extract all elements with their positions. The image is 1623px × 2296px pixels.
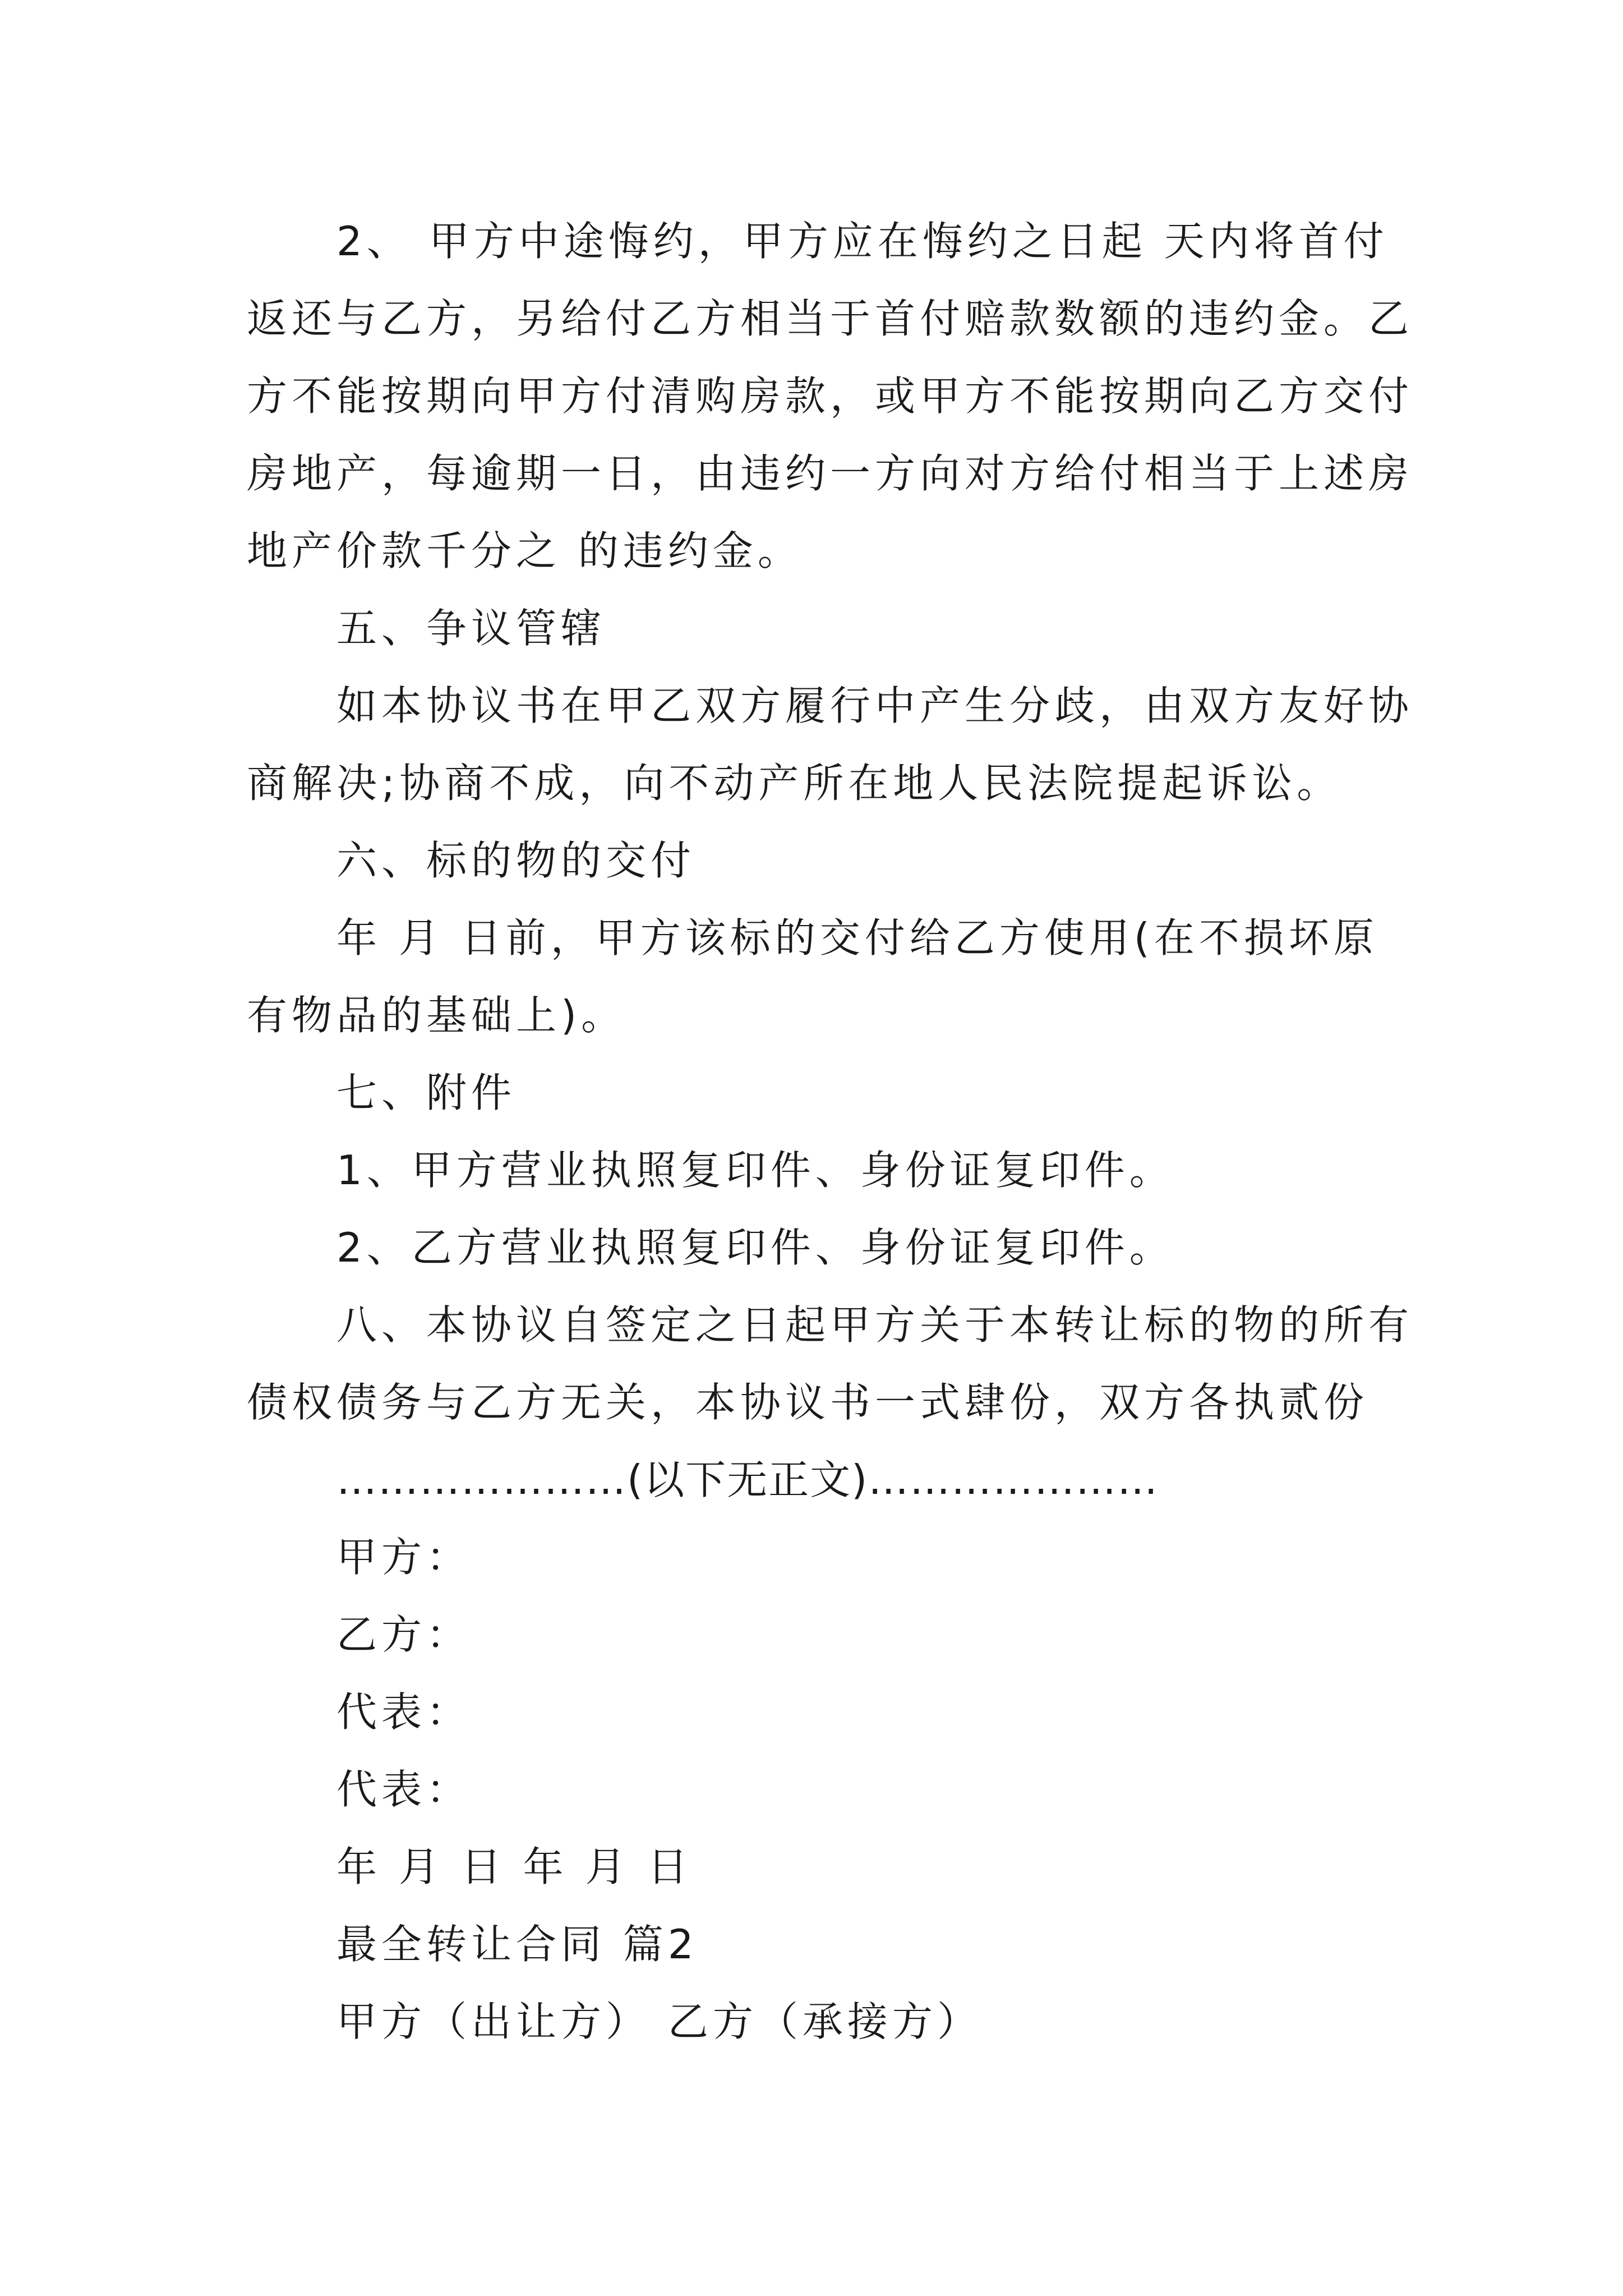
section-heading-attachments: 七、附件 [336, 1069, 517, 1116]
signature-dates: 年 月 日 年 月 日 [336, 1843, 693, 1890]
clause-8-line-1: 八、本协议自签定之日起甲方关于本转让标的物的所有 [336, 1301, 1414, 1349]
party-b-signature: 乙方： [336, 1611, 472, 1658]
next-contract-title: 最全转让合同 篇2 [336, 1921, 698, 1968]
clause-2-line-3: 方不能按期向甲方付清购房款，或甲方不能按期向乙方交付 [247, 372, 1414, 420]
attachment-item-2: 2、乙方营业执照复印件、身份证复印件。 [336, 1224, 1174, 1271]
section-heading-delivery: 六、标的物的交付 [336, 837, 696, 884]
clause-8-line-2: 债权债务与乙方无关，本协议书一式肆份，双方各执贰份 [247, 1379, 1369, 1426]
clause-2-line-5: 地产价款千分之 的违约金。 [247, 527, 803, 574]
dispute-line-1: 如本协议书在甲乙双方履行中产生分歧，由双方友好协 [336, 682, 1414, 729]
clause-2-line-2: 返还与乙方，另给付乙方相当于首付赔款数额的违约金。乙 [247, 295, 1414, 342]
representative-a: 代表： [336, 1688, 472, 1736]
clause-2-line-1: 2、 甲方中途悔约，甲方应在悔约之日起 天内将首付 [336, 218, 1389, 265]
clause-2-line-4: 房地产，每逾期一日，由违约一方向对方给付相当于上述房 [247, 450, 1414, 497]
section-heading-dispute: 五、争议管辖 [336, 605, 606, 652]
attachment-item-1: 1、甲方营业执照复印件、身份证复印件。 [336, 1147, 1174, 1194]
end-of-text-marker: …………………(以下无正文)………………… [336, 1456, 1159, 1503]
representative-b: 代表： [336, 1766, 472, 1813]
next-contract-parties: 甲方（出让方） 乙方（承接方） [336, 1998, 982, 2045]
dispute-line-2: 商解决;协商不成，向不动产所在地人民法院提起诉讼。 [247, 760, 1342, 807]
delivery-line-1: 年 月 日前，甲方该标的交付给乙方使用(在不损坏原 [336, 914, 1378, 961]
delivery-line-2: 有物品的基础上)。 [247, 992, 626, 1039]
party-a-signature: 甲方： [336, 1534, 472, 1581]
